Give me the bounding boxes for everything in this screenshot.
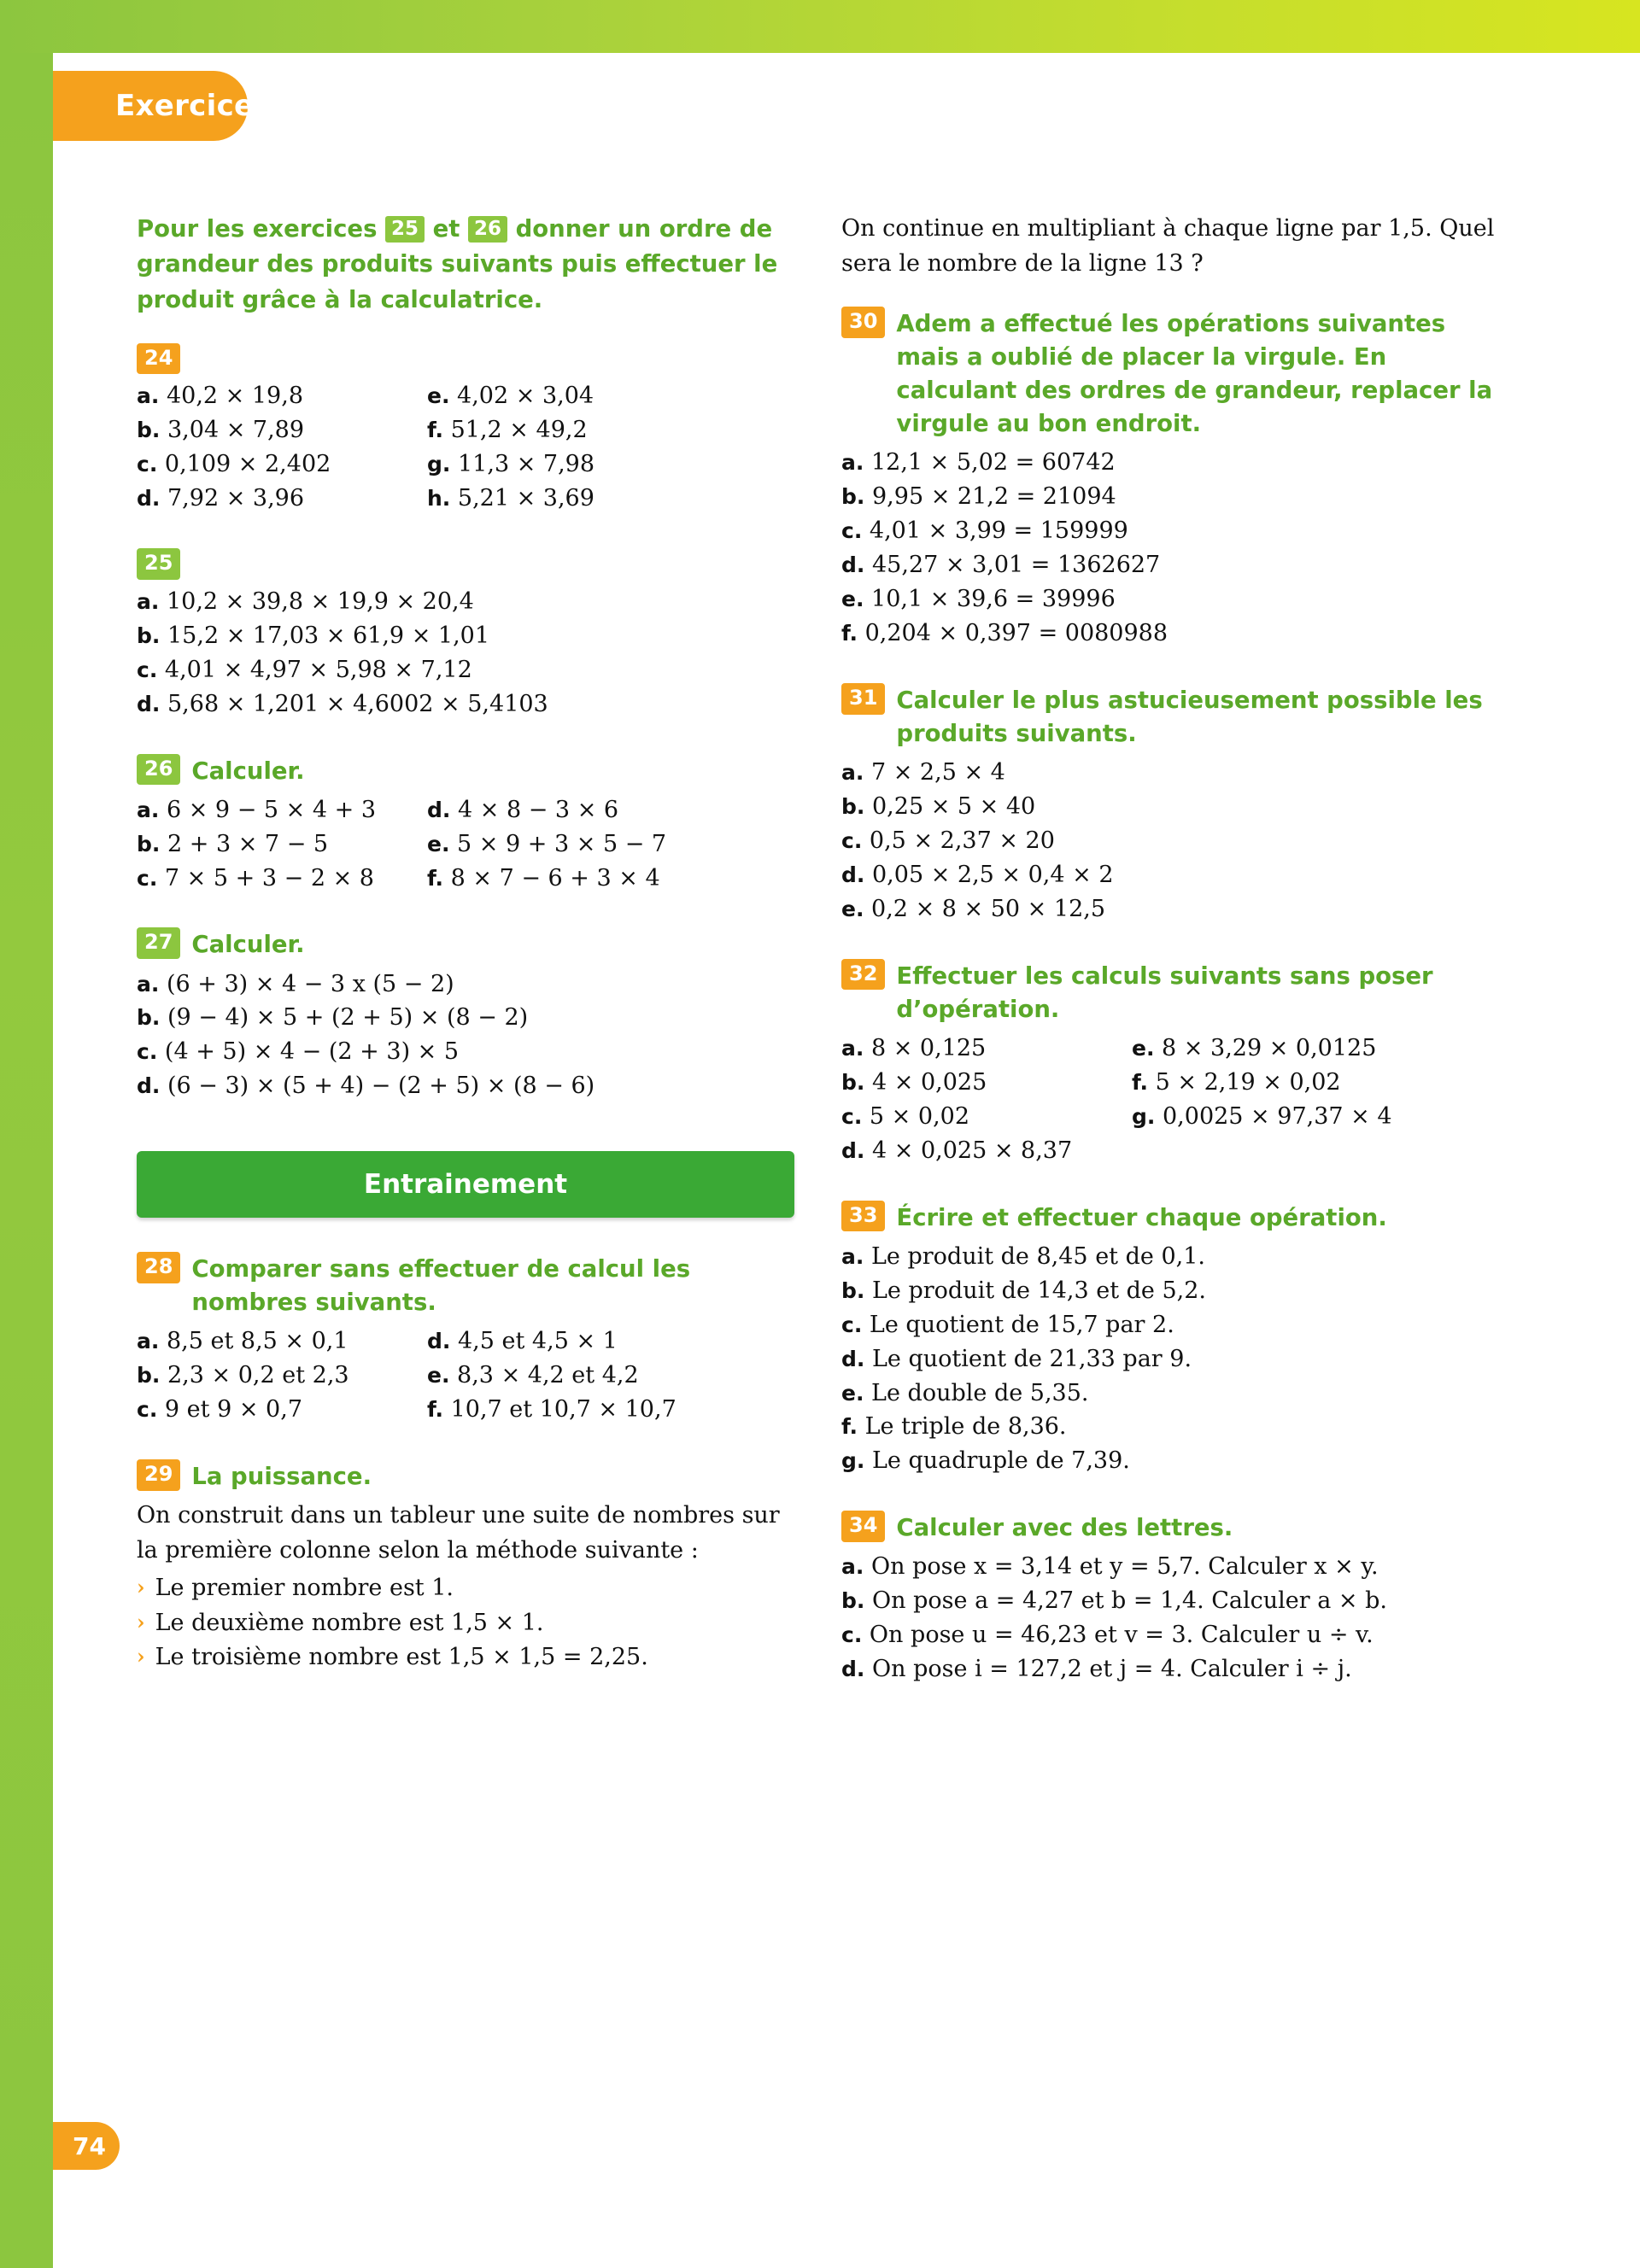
list-item — [137, 1640, 794, 1675]
item-label: a. — [137, 588, 160, 614]
exercise-30-number: 30 — [841, 307, 885, 338]
list-item — [427, 379, 718, 413]
left-decorative-strip — [0, 53, 53, 2268]
item-text: Le produit de 14,3 et de 5,2. — [872, 1277, 1206, 1304]
item-label: b. — [137, 1005, 161, 1031]
list-item — [137, 1324, 427, 1359]
item-label: e. — [427, 383, 450, 409]
list-item — [137, 827, 427, 862]
item-label: a. — [137, 1329, 160, 1354]
item-text: 4 × 0,025 — [872, 1068, 987, 1096]
list-item — [137, 967, 794, 1002]
item-text: 40,2 × 19,8 — [166, 383, 303, 410]
item-text: 5,21 × 3,69 — [457, 485, 594, 512]
list-item — [841, 1100, 1132, 1134]
item-label: c. — [841, 827, 863, 853]
exercise-32 — [841, 959, 1499, 1168]
entrainement-banner — [137, 1151, 794, 1218]
item-text: 9 et 9 × 0,7 — [164, 1396, 302, 1423]
list-item — [427, 1359, 718, 1393]
item-text: 0,2 × 8 × 50 × 12,5 — [871, 895, 1106, 922]
item-cell — [137, 1324, 427, 1427]
item-label: d. — [841, 1657, 865, 1682]
exercise-31-items — [841, 756, 1499, 926]
item-text: On pose i = 127,2 et j = 4. Calculer i ÷ j. — [872, 1656, 1352, 1683]
entrainement-label: Entrainement — [363, 1169, 568, 1201]
item-cell — [1132, 1032, 1422, 1168]
list-item — [841, 1032, 1132, 1066]
exercise-27 — [137, 927, 794, 1103]
exercise-31-head — [841, 683, 1499, 751]
item-text: 2 + 3 × 7 − 5 — [167, 830, 329, 857]
item-text: Le quotient de 21,33 par 9. — [872, 1345, 1192, 1372]
item-label: c. — [841, 1312, 863, 1337]
item-text: 7,92 × 3,96 — [167, 485, 305, 512]
bullet-text: Le deuxième nombre est 1,5 × 1. — [155, 1609, 544, 1636]
list-item — [1132, 1100, 1422, 1134]
item-text: 8,5 et 8,5 × 0,1 — [166, 1328, 348, 1355]
item-cell — [841, 1032, 1132, 1168]
exercise-26-title: Calculer. — [191, 757, 305, 785]
list-item — [841, 514, 1499, 548]
exercise-26-items — [137, 793, 794, 896]
list-item — [841, 1550, 1499, 1584]
item-label: d. — [137, 486, 161, 511]
item-text: 6 × 9 − 5 × 4 + 3 — [166, 796, 377, 823]
item-label: b. — [841, 1277, 865, 1303]
item-text: 12,1 × 5,02 = 60742 — [870, 449, 1116, 476]
exercise-33-title: Écrire et effectuer chaque opération. — [896, 1203, 1387, 1231]
list-item — [427, 447, 718, 482]
exercise-32-head — [841, 959, 1499, 1026]
list-item — [841, 1342, 1499, 1377]
item-label: e. — [427, 831, 450, 856]
item-text: 4 × 8 − 3 × 6 — [458, 796, 619, 823]
item-label: h. — [427, 486, 451, 511]
exercise-29-head — [137, 1459, 794, 1493]
bullet-text: Le premier nombre est 1. — [155, 1575, 454, 1602]
list-item — [841, 1618, 1499, 1652]
item-text: Le triple de 8,36. — [864, 1413, 1067, 1441]
item-label: b. — [137, 831, 161, 856]
item-text: (4 + 5) × 4 − (2 + 3) × 5 — [164, 1038, 460, 1066]
item-cell — [427, 379, 718, 516]
list-item — [1132, 1032, 1422, 1066]
exercise-28 — [137, 1252, 794, 1427]
exercise-30 — [841, 307, 1499, 651]
exercise-29-bullets — [137, 1571, 794, 1675]
exercise-33 — [841, 1201, 1499, 1479]
chevron-right-icon: › — [137, 1575, 145, 1600]
item-text: (9 − 4) × 5 + (2 + 5) × (8 − 2) — [167, 1004, 529, 1032]
item-cell — [427, 1324, 718, 1427]
list-item — [841, 1240, 1499, 1274]
item-label: c. — [841, 518, 863, 544]
item-label: f. — [1132, 1069, 1149, 1095]
table-row — [137, 1324, 794, 1427]
item-label: d. — [137, 691, 161, 716]
item-label: d. — [841, 1346, 865, 1371]
intro-ref-26: 26 — [468, 216, 507, 243]
item-text: 10,2 × 39,8 × 19,9 × 20,4 — [166, 587, 474, 615]
exercise-33-number: 33 — [841, 1201, 885, 1232]
item-text: 8 × 3,29 × 0,0125 — [1162, 1034, 1377, 1061]
exercise-27-title: Calculer. — [191, 931, 305, 959]
exercise-29 — [137, 1459, 794, 1675]
exercise-33-items — [841, 1240, 1499, 1479]
exercices-tab — [53, 71, 272, 141]
list-item — [137, 793, 427, 827]
item-label: a. — [841, 450, 864, 476]
item-text: 5 × 0,02 — [869, 1102, 970, 1130]
item-text: 5 × 9 + 3 × 5 − 7 — [457, 830, 667, 857]
list-item — [137, 1035, 794, 1069]
right-column — [841, 212, 1499, 1693]
bullet-text: Le troisième nombre est 1,5 × 1,5 = 2,25. — [155, 1644, 648, 1671]
exercise-32-title: Effectuer les calculs suivants sans poser d’opération. — [896, 962, 1433, 1023]
item-label: a. — [137, 971, 160, 997]
list-item — [137, 482, 427, 516]
item-label: c. — [137, 452, 158, 477]
item-text: Le produit de 8,45 et de 0,1. — [870, 1242, 1205, 1270]
item-text: 10,1 × 39,6 = 39996 — [871, 586, 1116, 612]
item-text: 0,5 × 2,37 × 20 — [869, 827, 1055, 854]
list-item — [841, 617, 1499, 651]
list-item — [841, 1308, 1499, 1342]
item-label: b. — [841, 1069, 865, 1095]
list-item — [137, 1359, 427, 1393]
chevron-right-icon: › — [137, 1609, 145, 1634]
item-text: 4,01 × 3,99 = 159999 — [869, 517, 1128, 545]
list-item — [841, 1134, 1132, 1168]
item-text: 4,01 × 4,97 × 5,98 × 7,12 — [164, 656, 472, 683]
item-text: 4,02 × 3,04 — [457, 383, 594, 410]
exercise-25 — [137, 548, 794, 721]
intro-ref-25: 25 — [385, 216, 425, 243]
item-label: d. — [841, 862, 865, 887]
exercise-34-items — [841, 1550, 1499, 1686]
exercise-27-head — [137, 927, 794, 962]
exercise-34-head — [841, 1511, 1499, 1545]
item-label: b. — [137, 418, 161, 443]
item-label: e. — [841, 587, 864, 611]
item-text: Le quotient de 15,7 par 2. — [869, 1311, 1174, 1338]
item-label: b. — [137, 1363, 161, 1388]
exercise-30-items — [841, 446, 1499, 651]
item-label: f. — [427, 418, 444, 443]
item-text: On pose x = 3,14 et y = 5,7. Calculer x × y. — [870, 1553, 1379, 1581]
item-label: g. — [1132, 1103, 1156, 1129]
item-label: g. — [841, 1448, 865, 1474]
list-item — [841, 790, 1499, 824]
list-item — [1132, 1066, 1422, 1100]
exercise-24 — [137, 343, 794, 516]
exercise-24-items — [137, 379, 794, 516]
exercise-24-head — [137, 343, 794, 375]
item-text: 11,3 × 7,98 — [458, 451, 595, 478]
item-label: b. — [841, 1588, 865, 1614]
item-cell — [137, 793, 427, 896]
list-item — [427, 413, 718, 447]
item-text: Le double de 5,35. — [871, 1379, 1089, 1406]
left-column — [137, 212, 794, 1682]
top-decorative-band — [0, 0, 1640, 53]
list-item — [137, 413, 427, 447]
item-label: f. — [841, 1414, 858, 1440]
item-text: 0,25 × 5 × 40 — [872, 792, 1036, 820]
list-item — [137, 619, 794, 653]
item-text: (6 + 3) × 4 − 3 x (5 − 2) — [166, 970, 454, 997]
item-text: 7 × 5 + 3 − 2 × 8 — [164, 864, 374, 891]
list-item — [137, 862, 427, 896]
list-item — [137, 447, 427, 482]
item-text: (6 − 3) × (5 + 4) − (2 + 5) × (8 − 6) — [167, 1073, 595, 1100]
list-item — [841, 1584, 1499, 1618]
exercise-28-title: Comparer sans effectuer de calcul les nombres suivants. — [191, 1255, 691, 1317]
item-text: 0,05 × 2,5 × 0,4 × 2 — [872, 861, 1114, 888]
item-text: 15,2 × 17,03 × 61,9 × 1,01 — [167, 622, 490, 649]
exercise-25-number: 25 — [137, 548, 180, 580]
list-item — [137, 1069, 794, 1103]
exercise-27-number: 27 — [137, 927, 180, 959]
list-item — [427, 1393, 718, 1427]
exercise-28-items — [137, 1324, 794, 1427]
item-text: 5 × 2,19 × 0,02 — [1155, 1068, 1341, 1096]
exercise-26 — [137, 754, 794, 896]
item-text: Le quadruple de 7,39. — [872, 1447, 1130, 1475]
item-label: d. — [841, 1137, 865, 1163]
list-item — [427, 793, 718, 827]
list-item — [137, 1571, 794, 1606]
item-label: g. — [427, 452, 451, 477]
exercise-29-text: On construit dans un tableur une suite de nombres sur la première colonne selon la méthode suivante : — [137, 1502, 780, 1564]
item-text: 9,95 × 21,2 = 21094 — [872, 483, 1116, 511]
exercise-28-head — [137, 1252, 794, 1319]
exercise-27-items — [137, 967, 794, 1104]
list-item — [427, 862, 718, 896]
intro-instruction — [137, 212, 794, 318]
chevron-right-icon: › — [137, 1644, 145, 1669]
exercise-31-title: Calculer le plus astucieusement possible les produits suivants. — [896, 686, 1483, 747]
list-item — [841, 858, 1499, 892]
item-label: a. — [841, 1035, 864, 1061]
item-label: a. — [137, 797, 160, 822]
exercices-tab-label: Exercices — [115, 89, 272, 123]
exercise-25-head — [137, 548, 794, 580]
intro-part-3: donner un ordre de grandeur des produits suivants puis effectuer le produit grâce à la calculatrice. — [137, 215, 778, 313]
item-text: 0,204 × 0,397 = 0080988 — [864, 619, 1168, 646]
exercise-32-number: 32 — [841, 959, 885, 991]
item-text: 7 × 2,5 × 4 — [870, 759, 1005, 786]
exercise-25-items — [137, 585, 794, 722]
list-item — [841, 824, 1499, 858]
item-label: c. — [137, 1397, 158, 1423]
item-text: 51,2 × 49,2 — [450, 417, 588, 444]
exercise-30-title: Adem a effectué les opérations suivantes mais a oublié de placer la virgule. En calculant des ordres de grandeur, replacer la virgule au bon endroit. — [896, 310, 1493, 438]
item-label: d. — [137, 1073, 161, 1099]
exercise-31-number: 31 — [841, 683, 885, 715]
item-text: 0,109 × 2,402 — [164, 451, 331, 478]
item-label: f. — [841, 620, 858, 646]
page-number-badge — [53, 2122, 120, 2170]
item-label: d. — [427, 1329, 451, 1354]
item-label: e. — [841, 1380, 864, 1406]
item-label: c. — [137, 657, 158, 682]
list-item — [841, 1274, 1499, 1308]
item-label: e. — [841, 896, 864, 921]
exercise-26-head — [137, 754, 794, 788]
exercise-34-title: Calculer avec des lettres. — [896, 1514, 1233, 1542]
item-label: a. — [841, 760, 864, 785]
exercise-29-title: La puissance. — [191, 1463, 372, 1491]
list-item — [841, 582, 1499, 617]
table-row — [841, 1032, 1499, 1168]
item-text: On pose u = 46,23 et v = 3. Calculer u ÷ v. — [869, 1622, 1374, 1649]
list-item — [841, 1652, 1499, 1686]
item-text: 5,68 × 1,201 × 4,6002 × 5,4103 — [167, 690, 548, 717]
item-label: b. — [841, 793, 865, 819]
item-text: 8 × 7 − 6 + 3 × 4 — [450, 864, 660, 891]
item-text: 4,5 et 4,5 × 1 — [458, 1328, 618, 1355]
page-number: 74 — [73, 2131, 106, 2160]
list-item — [841, 1066, 1132, 1100]
exercise-30-head — [841, 307, 1499, 441]
list-item — [137, 1606, 794, 1641]
exercise-26-number: 26 — [137, 754, 180, 786]
item-label: b. — [137, 623, 161, 648]
item-label: b. — [841, 484, 865, 510]
item-label: f. — [427, 865, 444, 891]
intro-part-2: et — [432, 215, 460, 243]
item-text: On pose a = 4,27 et b = 1,4. Calculer a × b. — [872, 1587, 1387, 1615]
list-item — [427, 482, 718, 516]
item-text: 8 × 0,125 — [870, 1034, 987, 1061]
item-text: 2,3 × 0,2 et 2,3 — [167, 1362, 349, 1389]
item-text: 45,27 × 3,01 = 1362627 — [872, 552, 1161, 579]
list-item — [841, 1377, 1499, 1411]
list-item — [137, 1001, 794, 1035]
exercise-32-items — [841, 1032, 1499, 1168]
exercise-29-number: 29 — [137, 1459, 180, 1491]
exercise-33-head — [841, 1201, 1499, 1235]
list-item — [137, 687, 794, 722]
exercise-34 — [841, 1511, 1499, 1686]
list-item — [841, 446, 1499, 480]
list-item — [841, 1444, 1499, 1478]
item-label: a. — [137, 383, 160, 409]
list-item — [427, 1324, 718, 1359]
item-label: d. — [427, 797, 451, 822]
item-cell — [427, 793, 718, 896]
list-item — [137, 585, 794, 619]
intro-part-1: Pour les exercices — [137, 215, 378, 243]
exercise-34-number: 34 — [841, 1511, 885, 1542]
exercise-28-number: 28 — [137, 1252, 180, 1283]
list-item — [841, 480, 1499, 514]
item-label: a. — [841, 1554, 864, 1580]
list-item — [841, 548, 1499, 582]
item-label: c. — [137, 1039, 158, 1065]
item-label: c. — [137, 865, 158, 891]
list-item — [841, 1410, 1499, 1444]
item-label: c. — [841, 1103, 863, 1129]
list-item — [841, 892, 1499, 926]
table-row — [137, 793, 794, 896]
item-label: c. — [841, 1622, 863, 1648]
item-text: 10,7 et 10,7 × 10,7 — [450, 1396, 676, 1423]
list-item — [137, 653, 794, 687]
item-text: 3,04 × 7,89 — [167, 417, 305, 444]
item-label: e. — [427, 1363, 450, 1388]
list-item — [427, 827, 718, 862]
list-item — [137, 1393, 427, 1427]
item-label: f. — [427, 1397, 444, 1423]
item-text: 4 × 0,025 × 8,37 — [872, 1137, 1073, 1164]
list-item — [841, 756, 1499, 790]
item-text: 8,3 × 4,2 et 4,2 — [457, 1362, 639, 1389]
exercise-29-continuation: On continue en multipliant à chaque ligne par 1,5. Quel sera le nombre de la ligne 13 ? — [841, 215, 1495, 277]
item-text: 0,0025 × 97,37 × 4 — [1163, 1102, 1392, 1130]
exercise-31 — [841, 683, 1499, 926]
item-label: e. — [1132, 1035, 1155, 1061]
exercise-24-number: 24 — [137, 343, 180, 375]
list-item — [137, 379, 427, 413]
item-label: d. — [841, 552, 865, 578]
item-label: a. — [841, 1243, 864, 1269]
item-cell — [137, 379, 427, 516]
table-row — [137, 379, 794, 516]
